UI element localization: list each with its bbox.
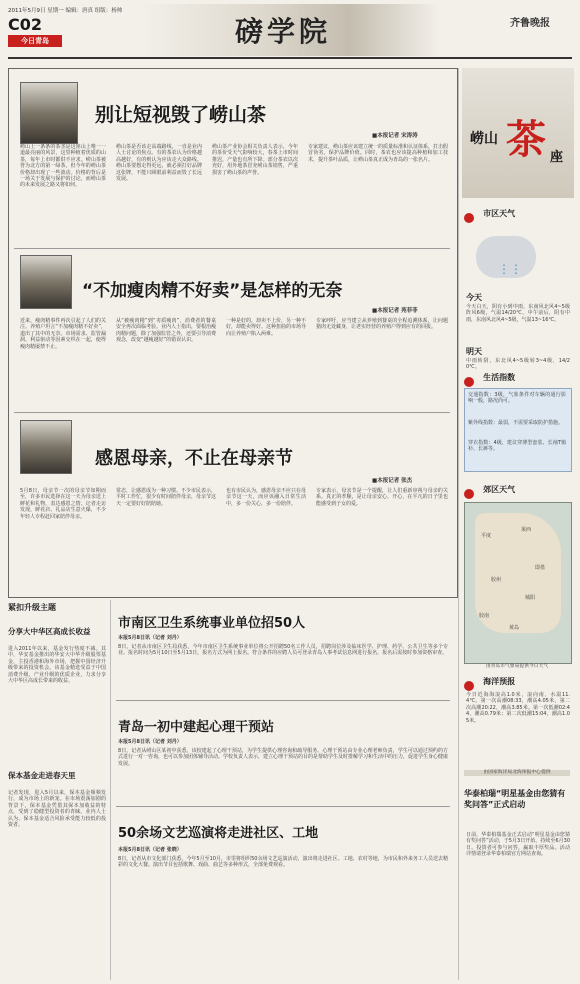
suburb-caption: 由青岛市气象局提供今日天气 <box>485 664 549 669</box>
left-body: 进入2011年以来，基金发行热度不减。其中，华安基金推出的华安大中华升级股票基金，主投香港和海外市场，把握中国经济升级带来的投资机会。该基金精选受益于中国消费升级、产业升级的优质企业，力求分享大中华区高成长带来的收益。 <box>8 646 106 685</box>
right-column-rule <box>458 68 459 980</box>
article6-title: 50余场文艺巡演将走进社区、工地 <box>118 826 319 841</box>
left-column <box>8 600 108 980</box>
reporter-photo-3 <box>20 420 72 474</box>
weather-header <box>464 208 515 227</box>
masthead <box>0 0 580 62</box>
article1-col4: 专家建议，崂山茶应该建立统一的质量标准和认证体系，打击假冒伪劣，保护品牌价值。同时，茶农也应该提高种植和加工技术，提升茶叶品质，让崂山茶真正成为青岛的一张名片。 <box>308 144 449 163</box>
life-traffic: 交通指数：3级，气象条件对车辆的通行影响一般，路况尚可。 <box>468 392 566 405</box>
life-clothing: 穿衣指数：4级，建议穿薄型套装、长袖T恤衫、长裤等。 <box>468 440 566 453</box>
divider-1 <box>14 248 450 249</box>
sea-title: 海洋预报 <box>483 677 516 686</box>
city-jiaonan: 胶南 <box>479 613 490 619</box>
bottom-text: 日前，华泰柏瑞基金正式启动“明星基金由您猜有奖问答”活动，于5月3日开始，持续至6月30日。投资者可参与问答，赢取丰厚奖品。活动详情请登录华泰柏瑞官方网站查询。 <box>466 832 570 858</box>
tomorrow-label: 明天 <box>466 347 482 356</box>
article3-byline: ■本报记者 张杰 <box>372 478 413 484</box>
article5-body: 8日，记者从崂山区某初中获悉，该校建起了心理干预站，为学生提供心理咨询和疏导服务。心理干预站由专业心理老师负责，学生可以通过预约的方式进行一对一咨询，也可以参加团体辅导活动。学校负责人表示，建立心理干预站的目的是帮助学生及时排解学习和生活中的压力，促进学生身心健康发展。 <box>118 748 449 767</box>
sea-caption: 由国家海洋局北海预报中心提供 <box>464 770 570 776</box>
right-column <box>462 68 574 980</box>
article1-col3: 崂山茶产业协会相关负责人表示，今年的茶价受天气影响较大，春茶上市时间推迟，产量也有所下降。部分茶农以次充好，用外地茶冒充崂山茶销售，严重损害了崂山茶的声誉。 <box>212 144 298 176</box>
divider-4 <box>116 700 450 701</box>
city-huangdao: 黄岛 <box>509 625 520 631</box>
date-line: 2011年5月9日 星期一 编辑：唐真 组版：杨帅 <box>8 8 123 14</box>
city-pingdu: 平度 <box>481 533 492 539</box>
article2-col1: 近来，瘦肉精事件再次引起了人们的关注。养殖户坦言“不加瘦肉精不好卖”，道出了其中的无奈。市场需求、监管漏洞、利益驱动等因素交织在一起，使得瘦肉精屡禁不止。 <box>20 318 106 350</box>
left-section2-title: 保本基金走进春天里 <box>8 771 76 780</box>
suburb-map <box>464 502 572 664</box>
reporter-photo-2 <box>20 255 72 309</box>
article5-title: 青岛一初中建起心理干预站 <box>118 720 275 735</box>
divider-5 <box>116 806 450 807</box>
today-label: 今天 <box>466 293 482 302</box>
suburb-header <box>464 484 515 503</box>
sea-text: 今日近海海浪高1.0米，浪向南，水温11.4℃。第一次高潮08:33，潮高4.05米，第二次高潮20:22，潮高3.85米。第一次低潮02:44，潮高0.79米；第二次低潮15:04，潮高1.05米。 <box>466 692 570 724</box>
tomorrow-text: 中雨转阴，东北风4~5级转3~4级，14/20℃。 <box>466 358 570 371</box>
tea-promo <box>462 68 574 198</box>
article1-byline: ■本报记者 宋涛涛 <box>372 133 418 139</box>
city-laixi: 莱西 <box>521 527 532 533</box>
divider-2 <box>14 412 450 413</box>
article6-body: 8日，记者从市文化部门获悉，今年5月至10月，市里将组织50余场文艺巡演活动，演出将走进社区、工地、农村等地，为市民和外来务工人员送去精彩的文化大餐。演出节目包括歌舞、戏曲、曲艺等多种形式，全部免费观看。 <box>118 856 448 869</box>
promo-title: 崂山 <box>470 131 498 147</box>
promo-title-tea: 茶 <box>506 116 546 163</box>
article3-col1: 5月8日，母亲节一次的母亲节如期而至，许多市民选择在这一天为母亲送上鲜花和礼物，表达感恩之情。记者走访发现，鲜花店、礼品店生意火爆，不少年轻人专程赶回家陪伴母亲。 <box>20 488 106 520</box>
weather-icon <box>476 236 536 278</box>
article3-col4: 专家表示，母亲节是一个提醒，让人们重新审视与母亲的关系。真正的孝顺，是让母亲安心、开心，在平凡的日子里也能感受到子女的爱。 <box>316 488 448 507</box>
banner-title: 磅学院 <box>235 15 332 48</box>
article1-title: 别让短视毁了崂山茶 <box>95 104 267 126</box>
article2-col4: 专家呼吁，应当建立从养殖到餐桌的全程追溯体系，让问题猪肉无处藏身，让老实经营的养殖户得到应有的回报。 <box>316 318 448 331</box>
life-section-icon <box>464 377 474 387</box>
article5-byline: 本报5月8日讯（记者 刘丹） <box>118 739 182 745</box>
article4-title: 市南区卫生系统事业单位招50人 <box>118 616 306 631</box>
weather-title: 市区天气 <box>483 209 516 218</box>
left-column-rule <box>110 600 111 980</box>
city-chengyang: 城阳 <box>525 595 536 601</box>
article4-body: 8日，记者从市南区卫生局获悉，今年市南区卫生系统事业单位将公开招聘50名工作人员，招聘岗位涉及临床医学、护理、药学、公共卫生等多个专业。报名时间为5月10日至5月13日，报名方式为网上报名。符合条件的应聘人员可登录青岛人事考试信息网进行报名，报名后需按时参加资格审查。 <box>118 644 448 657</box>
promo-title-seat: 座 <box>550 150 564 165</box>
city-jimo: 即墨 <box>535 565 546 571</box>
article3-title: 感恩母亲，不止在母亲节 <box>95 448 293 469</box>
article2-col3: 一种是好的，却卖不上价，另一种不好，却能卖得好。这种扭曲的市场导向让养殖户陷入两难。 <box>226 318 307 337</box>
weather-section-icon <box>464 213 474 223</box>
tea-photo <box>20 82 78 144</box>
city-jiaozhou: 胶州 <box>491 577 502 583</box>
paper-name: 齐鲁晚报 <box>510 18 550 29</box>
article2-byline: ■本报记者 苑菲菲 <box>372 308 418 314</box>
suburb-section-icon <box>464 489 474 499</box>
article1-col2: 崂山茶是否该走高端路线，一直是业内人士讨论的焦点。有的茶农认为价格越高越好，有的则认为应该走大众路线。崂山茶要想走得更远，就必须打好品牌这张牌，不能只顾眼前利益而毁了长远发展。 <box>116 144 202 183</box>
article3-col3: 也有市民认为，感恩母亲不应只在母亲节这一天，而应该融入日常生活中，多一份关心，多一份陪伴。 <box>226 488 307 507</box>
life-title: 生活指数 <box>483 373 516 382</box>
page-code: C02 <box>8 15 43 34</box>
article4-byline: 本报5月8日讯（记者 刘丹） <box>118 635 182 641</box>
today-text: 今天白天，阴有小到中雨，东南风北风4~5级阵风6级，气温14/20℃，中午前后，阴有中雨，东南风北风4~5级，气温13~16℃。 <box>466 304 570 323</box>
section-tab: 今日青岛 <box>8 35 62 47</box>
suburb-title: 郊区天气 <box>483 485 516 494</box>
masthead-rule <box>8 57 572 59</box>
life-pollution: 紫外线指数：最弱，不需要采取防护措施。 <box>468 420 564 426</box>
article2-title: “不加瘦肉精不好卖”是怎样的无奈 <box>82 281 343 301</box>
article1-col1: 崂山上一条条的茶垄是这座山上唯一一道最亮丽的风景，这里种植着优质的山茶，每年上市时都供不应求。崂山茶被誉为北方的第一绿茶，但今年的崂山茶价格却出现了一些波动。价格的背后是一场关于发展与保护的讨论，而崂山茶的未来发展之路又将如何。 <box>20 144 106 189</box>
bottom-title: 华泰柏瑞“明星基金由您猜有奖问答”正式启动 <box>464 789 566 809</box>
rain-icon: ⋮⋮ <box>498 262 522 276</box>
left-section-title: 紧扣升级主题 <box>8 603 56 612</box>
article2-col2: 从“被瘦肉精”到“劣质瘦肉”，消费者的餐桌安全再次面临考验。业内人士指出，要根治瘦肉精问题，除了加强监管之外，还要引导消费观念，改变“越瘦越好”的错误认识。 <box>116 318 217 344</box>
left-sub-title: 分享大中华区高成长收益 <box>8 627 91 636</box>
sea-section-icon <box>464 681 474 691</box>
left-body2: 记者发现，进入5月以来，保本基金频频发行，成为市场上的新宠。在市场震荡加剧的背景下，保本基金凭借其保本加收益的特点，受到了稳健型投资者的青睐。业内人士认为，保本基金适合风险承受能力较低的投资者。 <box>8 790 106 829</box>
article6-byline: 本报5月8日讯（记者 张晓） <box>118 847 182 853</box>
article3-col2: 常态，让感恩成为一种习惯。不少市民表示，平时工作忙，很少有时间陪伴母亲，母亲节这天一定要好好陪陪她。 <box>116 488 217 507</box>
